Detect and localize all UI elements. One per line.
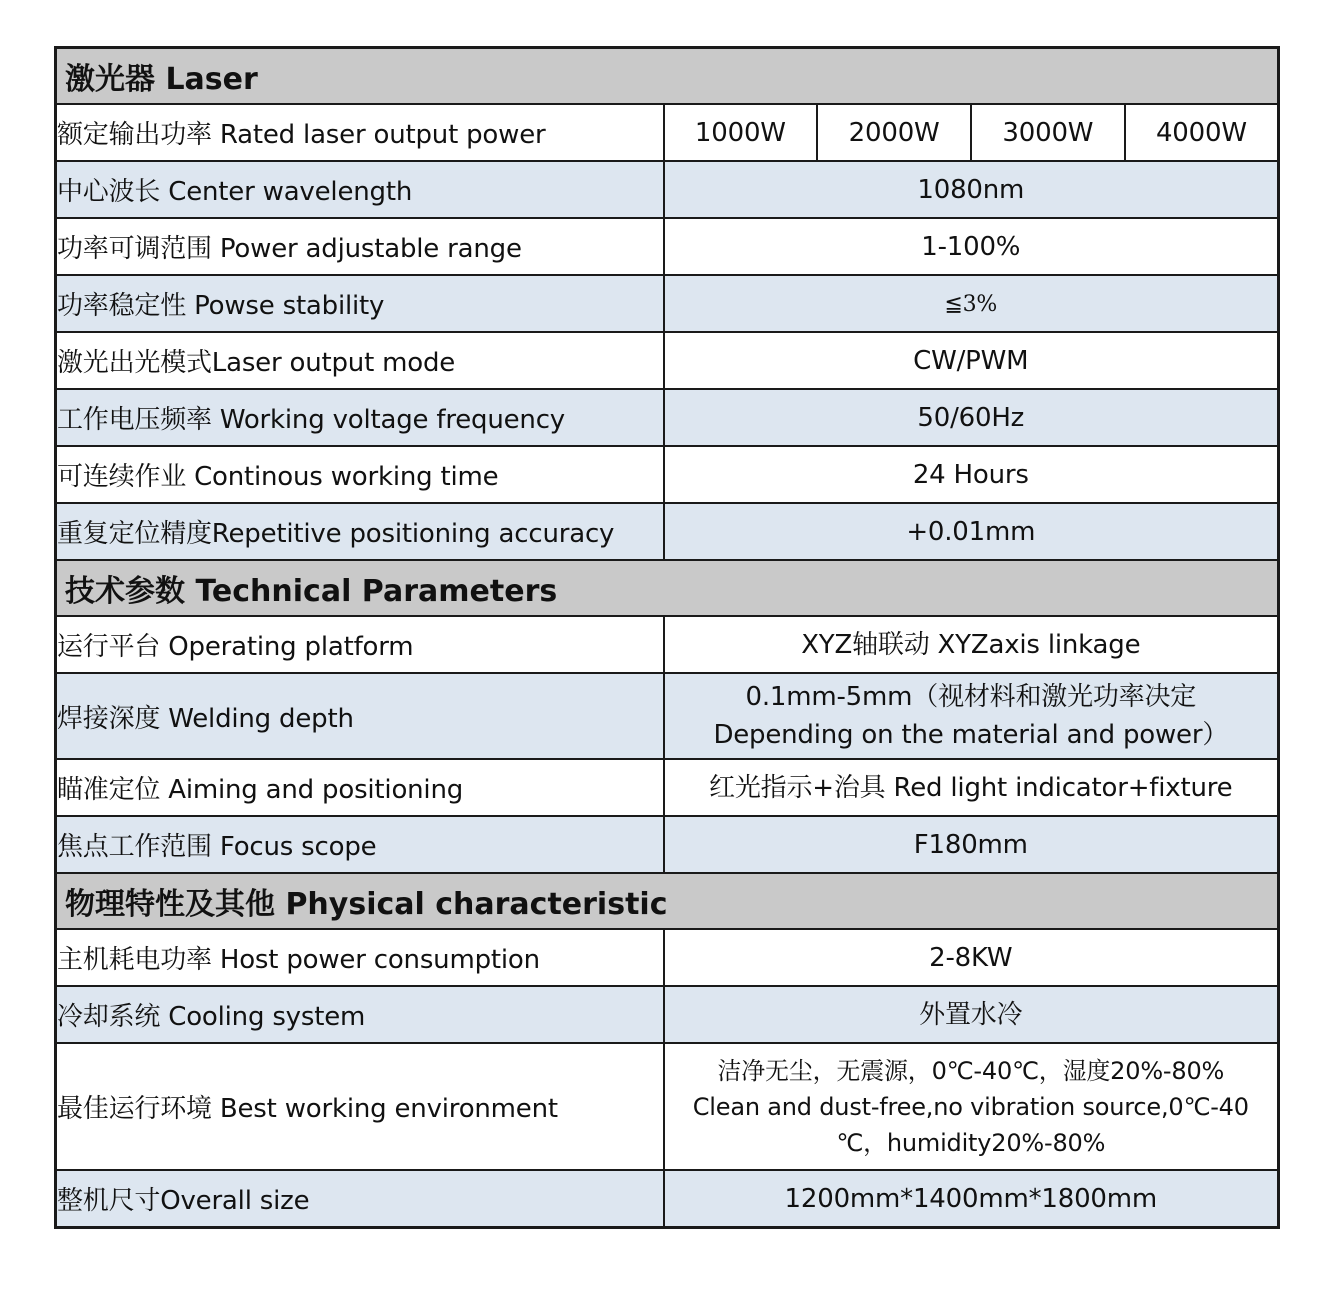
row-value bbox=[664, 673, 1279, 759]
table-row bbox=[56, 104, 1279, 161]
row-value bbox=[664, 1043, 1279, 1170]
row-label: 功率可调范围 Power adjustable range bbox=[56, 218, 664, 275]
value-line: 0.1mm-5mm（视材料和激光功率决定 bbox=[745, 682, 1197, 712]
table-row bbox=[56, 616, 1279, 673]
table-row bbox=[56, 816, 1279, 873]
row-value: 2-8KW bbox=[664, 929, 1279, 986]
row-value: 外置水冷 bbox=[664, 986, 1279, 1043]
table-row bbox=[56, 389, 1279, 446]
row-label: 运行平台 Operating platform bbox=[56, 616, 664, 673]
power-option: 2000W bbox=[817, 104, 971, 161]
table-row bbox=[56, 275, 1279, 332]
table-row bbox=[56, 161, 1279, 218]
row-label: 冷却系统 Cooling system bbox=[56, 986, 664, 1043]
table-row bbox=[56, 503, 1279, 560]
row-value: F180mm bbox=[664, 816, 1279, 873]
table-row bbox=[56, 759, 1279, 816]
row-value: 红光指示+治具 Red light indicator+fixture bbox=[664, 759, 1279, 816]
row-label: 额定输出功率 Rated laser output power bbox=[56, 104, 664, 161]
row-label: 瞄准定位 Aiming and positioning bbox=[56, 759, 664, 816]
row-label: 工作电压频率 Working voltage frequency bbox=[56, 389, 664, 446]
power-option: 3000W bbox=[971, 104, 1125, 161]
table-row bbox=[56, 929, 1279, 986]
row-label: 焊接深度 Welding depth bbox=[56, 673, 664, 759]
row-label: 激光出光模式Laser output mode bbox=[56, 332, 664, 389]
row-value: 50/60Hz bbox=[664, 389, 1279, 446]
section-header-technical bbox=[56, 560, 1279, 616]
row-value: CW/PWM bbox=[664, 332, 1279, 389]
row-label: 重复定位精度Repetitive positioning accuracy bbox=[56, 503, 664, 560]
row-value: 1080nm bbox=[664, 161, 1279, 218]
table-row bbox=[56, 986, 1279, 1043]
row-label: 整机尺寸Overall size bbox=[56, 1170, 664, 1228]
table-row bbox=[56, 446, 1279, 503]
row-value: 1-100% bbox=[664, 218, 1279, 275]
row-label: 焦点工作范围 Focus scope bbox=[56, 816, 664, 873]
value-line: 洁净无尘，无震源，0℃-40℃，湿度20%-80% bbox=[717, 1056, 1225, 1085]
section-header-physical bbox=[56, 873, 1279, 929]
power-option: 4000W bbox=[1125, 104, 1279, 161]
table-row bbox=[56, 218, 1279, 275]
table-row bbox=[56, 332, 1279, 389]
row-value: XYZ轴联动 XYZaxis linkage bbox=[664, 616, 1279, 673]
table-row bbox=[56, 1043, 1279, 1170]
row-value: ≦3% bbox=[944, 291, 998, 317]
row-label: 主机耗电功率 Host power consumption bbox=[56, 929, 664, 986]
row-value: +0.01mm bbox=[664, 503, 1279, 560]
row-label: 可连续作业 Continous working time bbox=[56, 446, 664, 503]
value-line: Clean and dust-free,no vibration source,0℃-40 bbox=[692, 1092, 1249, 1121]
power-option: 1000W bbox=[664, 104, 818, 161]
value-line: Depending on the material and power） bbox=[713, 720, 1229, 750]
value-line: ℃，humidity20%-80% bbox=[836, 1128, 1106, 1157]
row-label: 最佳运行环境 Best working environment bbox=[56, 1043, 664, 1170]
row-label: 中心波长 Center wavelength bbox=[56, 161, 664, 218]
section-title: 激光器 Laser bbox=[56, 48, 1279, 105]
row-value: 1200mm*1400mm*1800mm bbox=[664, 1170, 1279, 1228]
spec-table bbox=[54, 46, 1280, 1229]
section-header-laser bbox=[56, 48, 1279, 105]
section-title: 技术参数 Technical Parameters bbox=[56, 560, 1279, 616]
table-row bbox=[56, 1170, 1279, 1228]
row-value: 24 Hours bbox=[664, 446, 1279, 503]
section-title: 物理特性及其他 Physical characteristic bbox=[56, 873, 1279, 929]
table-row bbox=[56, 673, 1279, 759]
row-label: 功率稳定性 Powse stability bbox=[56, 275, 664, 332]
